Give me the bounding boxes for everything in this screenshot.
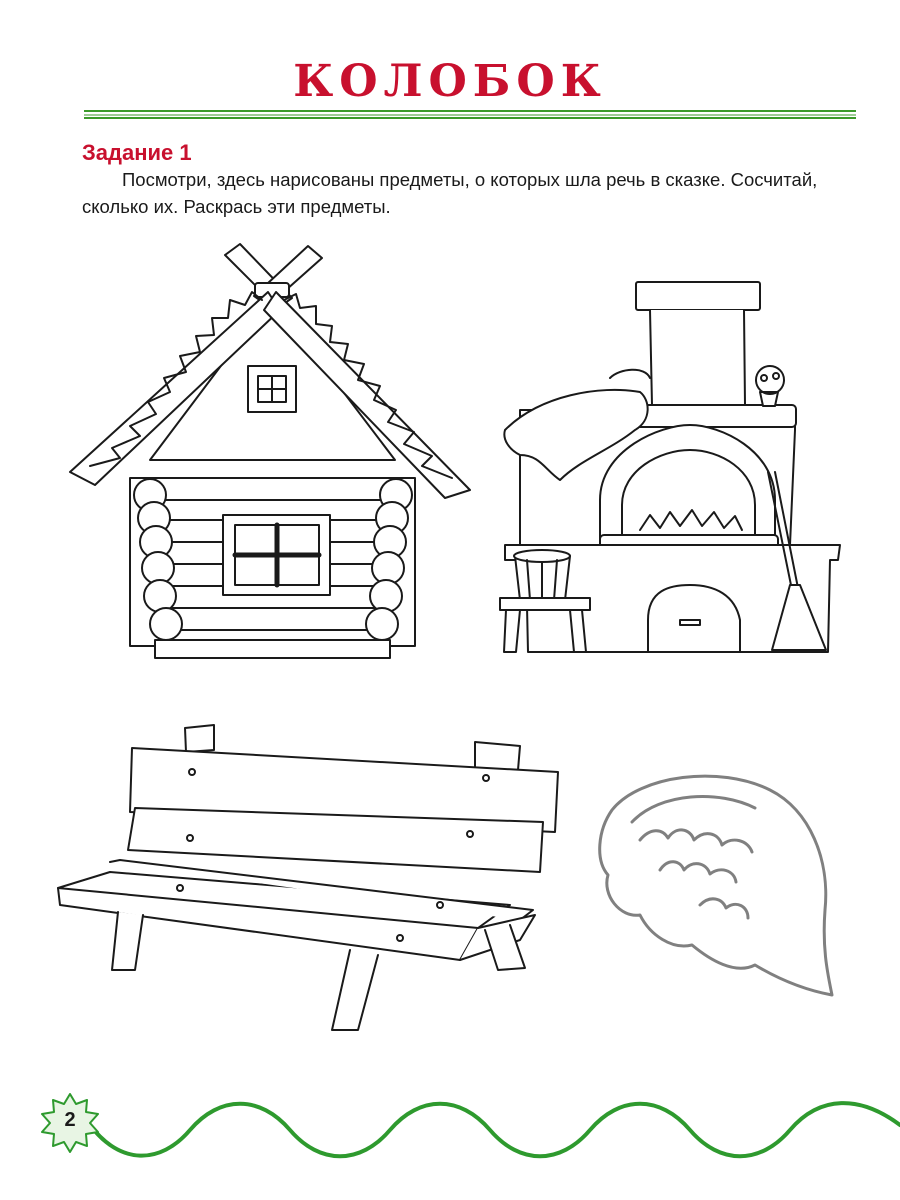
russian-stove-icon <box>500 282 840 652</box>
wing-icon <box>600 776 832 995</box>
log-house-icon <box>70 244 470 658</box>
page-title: КОЛОБОК <box>293 56 607 107</box>
task-instructions: Посмотри, здесь нарисованы предметы, о которых шла речь в сказке. Сосчитай, сколько их. Раскрась эти предметы. <box>82 169 818 217</box>
task-heading: Задание 1 <box>82 140 192 165</box>
bench-icon <box>58 725 558 1030</box>
page-number: 2 <box>64 1109 76 1131</box>
bottom-wave-border <box>90 1103 900 1156</box>
